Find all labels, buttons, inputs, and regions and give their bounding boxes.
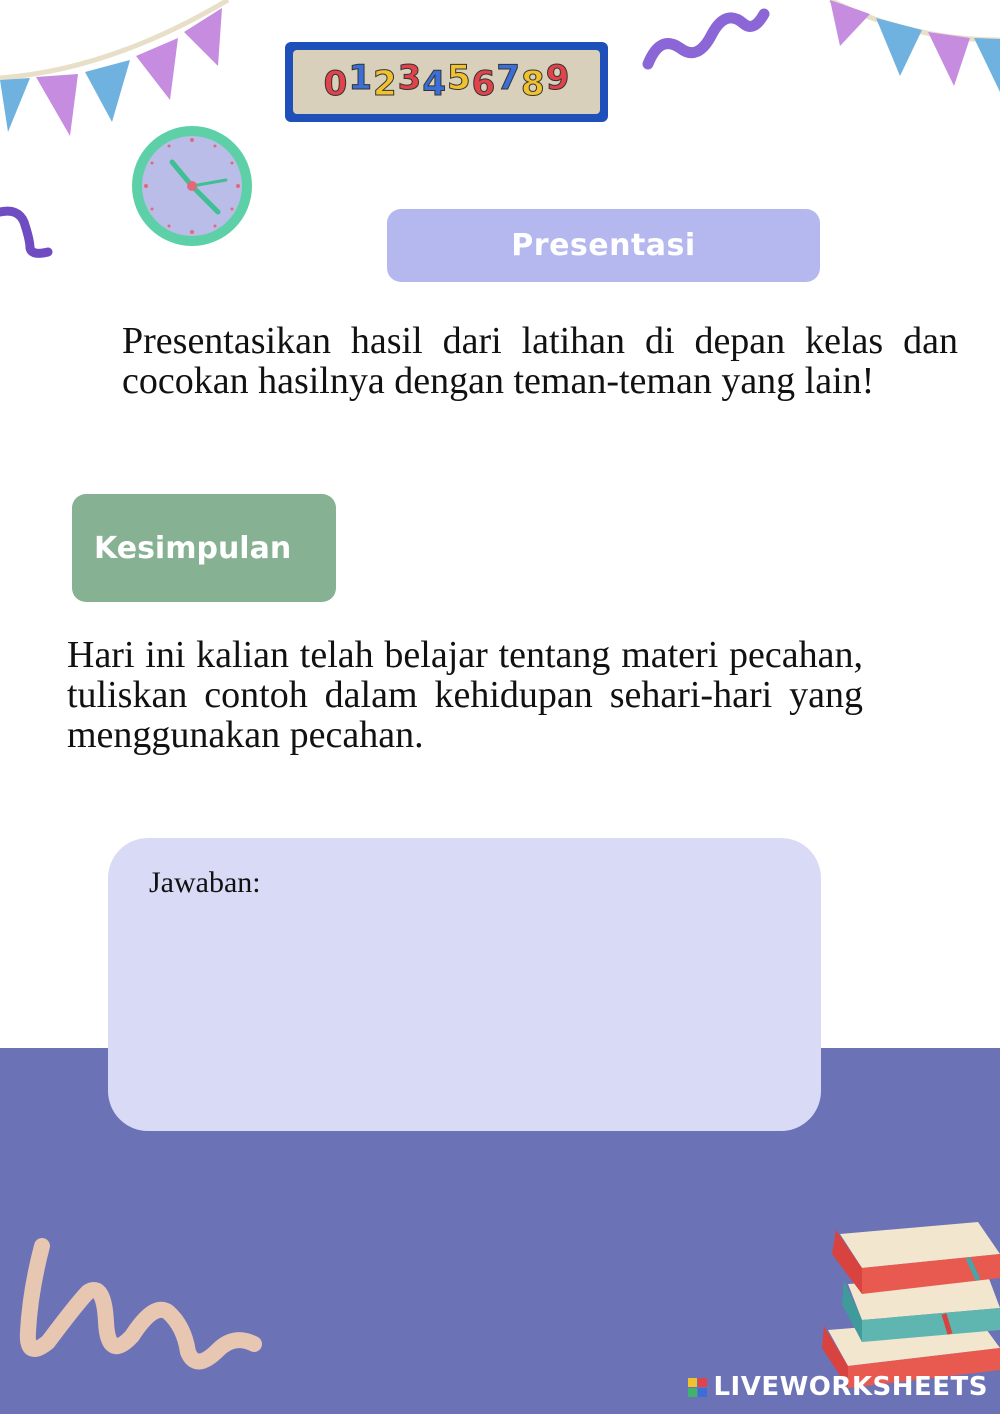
number-strip-digit: 5 bbox=[447, 58, 471, 98]
number-strip-digit: 4 bbox=[422, 64, 446, 104]
kesimpulan-instruction: Hari ini kalian telah belajar tentang materi pecahan, tuliskan contoh dalam kehidupan sehari-hari yang menggunakan pecahan. bbox=[67, 634, 863, 756]
squiggle-icon bbox=[0, 200, 60, 262]
liveworksheets-logo bbox=[688, 1372, 988, 1402]
number-strip-digit: 7 bbox=[496, 58, 521, 98]
books-stack-icon bbox=[818, 1218, 1000, 1388]
number-strip-digit: 8 bbox=[521, 64, 545, 104]
squiggle-icon bbox=[640, 4, 770, 74]
number-strip bbox=[285, 42, 608, 122]
number-strip-digit: 9 bbox=[545, 58, 570, 98]
answer-box bbox=[108, 838, 821, 1131]
answer-input[interactable] bbox=[148, 918, 782, 1102]
kesimpulan-heading: Kesimpulan bbox=[72, 494, 336, 602]
number-strip-digit: 6 bbox=[471, 64, 496, 104]
presentasi-instruction: Presentasikan hasil dari latihan di depan kelas dan cocokan hasilnya dengan teman-teman yang lain! bbox=[122, 320, 958, 402]
squiggle-icon bbox=[8, 1232, 268, 1382]
clock-icon bbox=[130, 124, 254, 248]
number-strip-digit: 1 bbox=[348, 58, 372, 98]
brand-name: LIVEWORKSHEETS bbox=[713, 1372, 988, 1402]
answer-label: Jawaban: bbox=[149, 866, 261, 899]
bunting-flags-icon bbox=[0, 0, 230, 140]
number-strip-digit: 2 bbox=[372, 64, 397, 104]
number-strip-digit: 0 bbox=[323, 64, 348, 104]
bunting-flags-icon bbox=[820, 0, 1000, 110]
liveworksheets-mark-icon bbox=[688, 1378, 707, 1397]
presentasi-heading: Presentasi bbox=[387, 209, 820, 282]
number-strip-digit: 3 bbox=[397, 58, 422, 98]
